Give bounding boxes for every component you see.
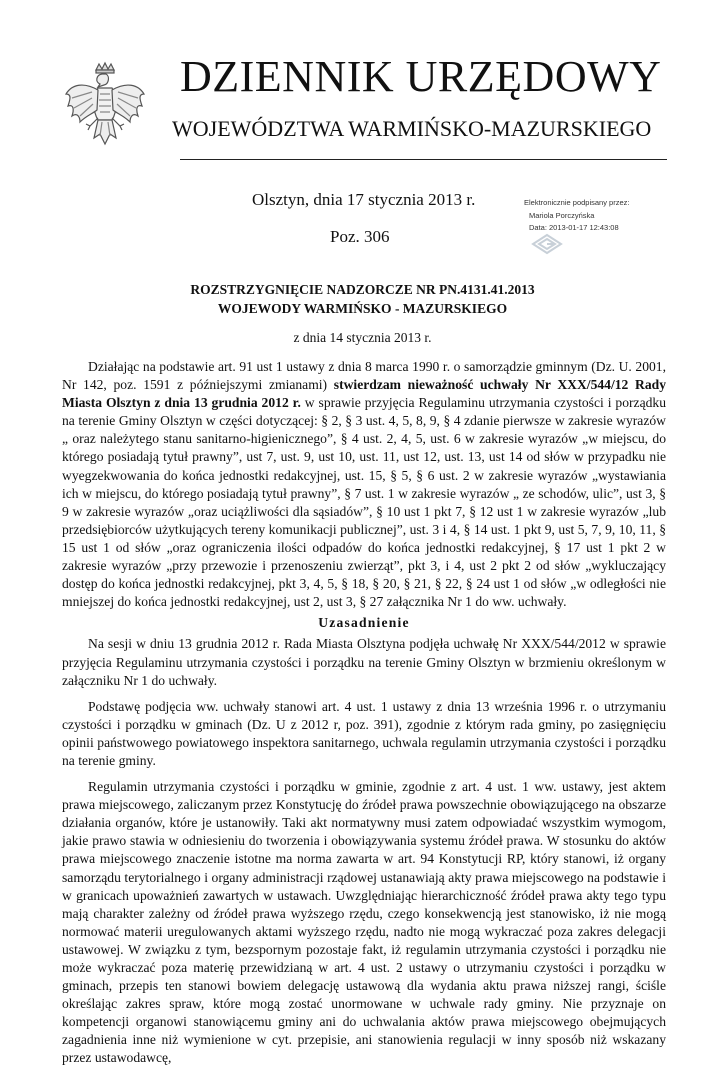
intro-paragraph	[62, 358, 666, 611]
justification-paragraph-3: Regulamin utrzymania czystości i porządku w gminie, zgodnie z art. 4 ust. 1 ww. ustawy, jest aktem prawa miejscowego, zaliczanym przez Konstytucję do źródeł prawa powszechnie obowiązującego na obszarze działania organów, które je ustanowiły. Taki akt normatywny musi zatem odpowiadać wszystkim wymogom, jakie prawo stawia w odniesieniu do tworzenia i obowiązywania systemu źródeł prawa. W stosunku do aktów prawa miejscowego znaczenie istotne ma norma zawarta w art. 94 Konstytucji RP, który stanowi, iż organy samorządu terytorialnego i organy administracji rządowej ustanawiają akty prawa miejscowego na podstawie i w granicach upoważnień zawartych w ustawach. Uwzględniając hierarchiczność źródeł prawa akty tego typu mają charakter zależny od źródeł prawa wyższego rzędu, czego konsekwencją jest stanowisko, iż nie mogą normować materii uregulowanych aktami wyższego rzędu, nadto nie mogą wykraczać poza zakres delegacji ustawowej. W związku z tym, bezspornym pozostaje fakt, iż regulamin utrzymania czystości i porządku nie może wykraczać poza materię przewidzianą w art. 4 ust. 2 ustawy o utrzymaniu czystości i porządku w gminach, przepis ten stanowi bowiem delegację ustawową dla wydania aktu prawa niższej rangi, ściśle określając zakres spraw, które mogą zostać unormowane w uchwale rady gminy. Nie przyznaje on kompetencji organowi stanowiącemu gminy ani do uchwalania aktów prawa miejscowego obejmujących zagadnienia inne niż wymienione w cyt. przepisie, ani stanowienia regulacji w inny sposób niż wskazany przez ustawodawcę,	[62, 779, 666, 1066]
section-title: Uzasadnienie	[318, 615, 410, 631]
intro-text-part-1: Działając na podstawie art. 91 ust 1 ustawy z dnia 8 marca 1990 r. o samorządzie gminnym (Dz. U. 2001, Nr 142, poz. 1591 z późniejszymi zmianami)	[62, 359, 666, 393]
act-date: z dnia 14 stycznia 2013 r.	[293, 330, 432, 345]
heading-line-1: ROZSTRZYGNIĘCIE NADZORCZE NR PN.4131.41.2013	[190, 282, 535, 297]
justification-paragraph-2: Podstawę podjęcia ww. uchwały stanowi art. 4 ust. 1 ustawy z dnia 13 września 1996 r. o utrzymaniu czystości i porządku w gminach (Dz. U z 2012 r, poz. 391), zgodnie z którym rada gminy, po zasięgnięciu opinii państwowego powiatowego inspektora sanitarnego, uchwala regulamin utrzymania czystości i porządku na terenie gminy.	[62, 698, 666, 768]
signature-line-signer: Mariola Porczyńska	[529, 210, 595, 220]
journal-subtitle: WOJEWÓDZTWA WARMIŃSKO-MAZURSKIEGO	[172, 116, 652, 141]
intro-text-part-2: w sprawie przyjęcia Regulaminu utrzymania czystości i porządku na terenie Gminy Olsztyn w części dotyczącej: § 2, § 3 ust. 4, 5, 8, 9, § 4 zdanie pierwsze w zakresie wyrazów „ oraz należytego stanu sanitarno-higienicznego”, § 4 ust. 2, 4, 5, ust. 6 w zakresie wyrazów „w miejscu, do którego posiadają tytuł prawny”, ust 7, ust. 9, ust 10, ust. 11, ust 12, ust. 13, ust 14 od słów w przypadku nie wyegzekwowania do końca jednostki redakcyjnej, ust. 15, § 5, § 6 ust. 2 w zakresie wyrazów „wystawiania ich w miejscu, do którego posiadają tytuł prawny”, § 7 ust. 1 w zakresie wyrazów „ ze schodów, ulic”, ust 3, § 9 w zakresie wyrazów „oraz uciążliwości dla sąsiadów”, § 10 ust 1 pkt 7, § 12 ust 1 w zakresie wyrazów „lub przedsiębiorców użytkujących tereny komunikacji publicznej”, ust. 3 i 4, § 14 ust. 1 pkt 9, ust 5, 7, 9, 10, 11, § 15 ust 1 od słów „oraz ograniczenia ilości odpadów do końca jednostki redakcyjnej, § 17 ust 1 pkt 2 w zakresie wyrazów „przy przewozie i przenoszeniu zwierząt”, pkt 3, i 4, ust 2 pkt 2 od słów „wykluczający dostęp do końca jednostki redakcyjnej, pkt 3, 4, 5, § 18, § 20, § 21, § 22, § 24 ust 1 od słów „w odległości nie mniejszej do końca jednostki redakcyjnej, ust 2, ust 3, § 27 załącznika Nr 1 do ww. uchwały.	[62, 395, 666, 610]
journal-title: DZIENNIK URZĘDOWY	[180, 52, 662, 101]
intro-bold-decision: stwierdzam nieważność uchwały Nr XXX/544/12 Rady Miasta Olsztyn z dnia 13 grudnia 2012 r.	[62, 377, 666, 411]
electronic-signature-block	[524, 197, 664, 257]
position-number: Poz. 306	[330, 227, 390, 246]
signature-watermark-icon	[531, 233, 563, 255]
document-heading	[0, 280, 725, 318]
polish-eagle-emblem-icon	[62, 60, 148, 160]
place-and-date: Olsztyn, dnia 17 stycznia 2013 r.	[252, 190, 476, 209]
signature-line-label: Elektronicznie podpisany przez:	[524, 198, 630, 207]
signature-line-date: Data: 2013-01-17 12:43:08	[529, 223, 619, 232]
masthead-divider	[180, 159, 667, 160]
heading-line-2: WOJEWODY WARMIŃSKO - MAZURSKIEGO	[217, 301, 508, 316]
document-body	[62, 358, 666, 1068]
justification-paragraph-1: Na sesji w dniu 13 grudnia 2012 r. Rada Miasta Olsztyna podjęła uchwałę Nr XXX/544/2012 w sprawie przyjęcia Regulaminu utrzymania czystości i porządku na terenie Gminy Olsztyn w brzmieniu określonym w załączniku Nr 1 do uchwały.	[62, 636, 666, 688]
